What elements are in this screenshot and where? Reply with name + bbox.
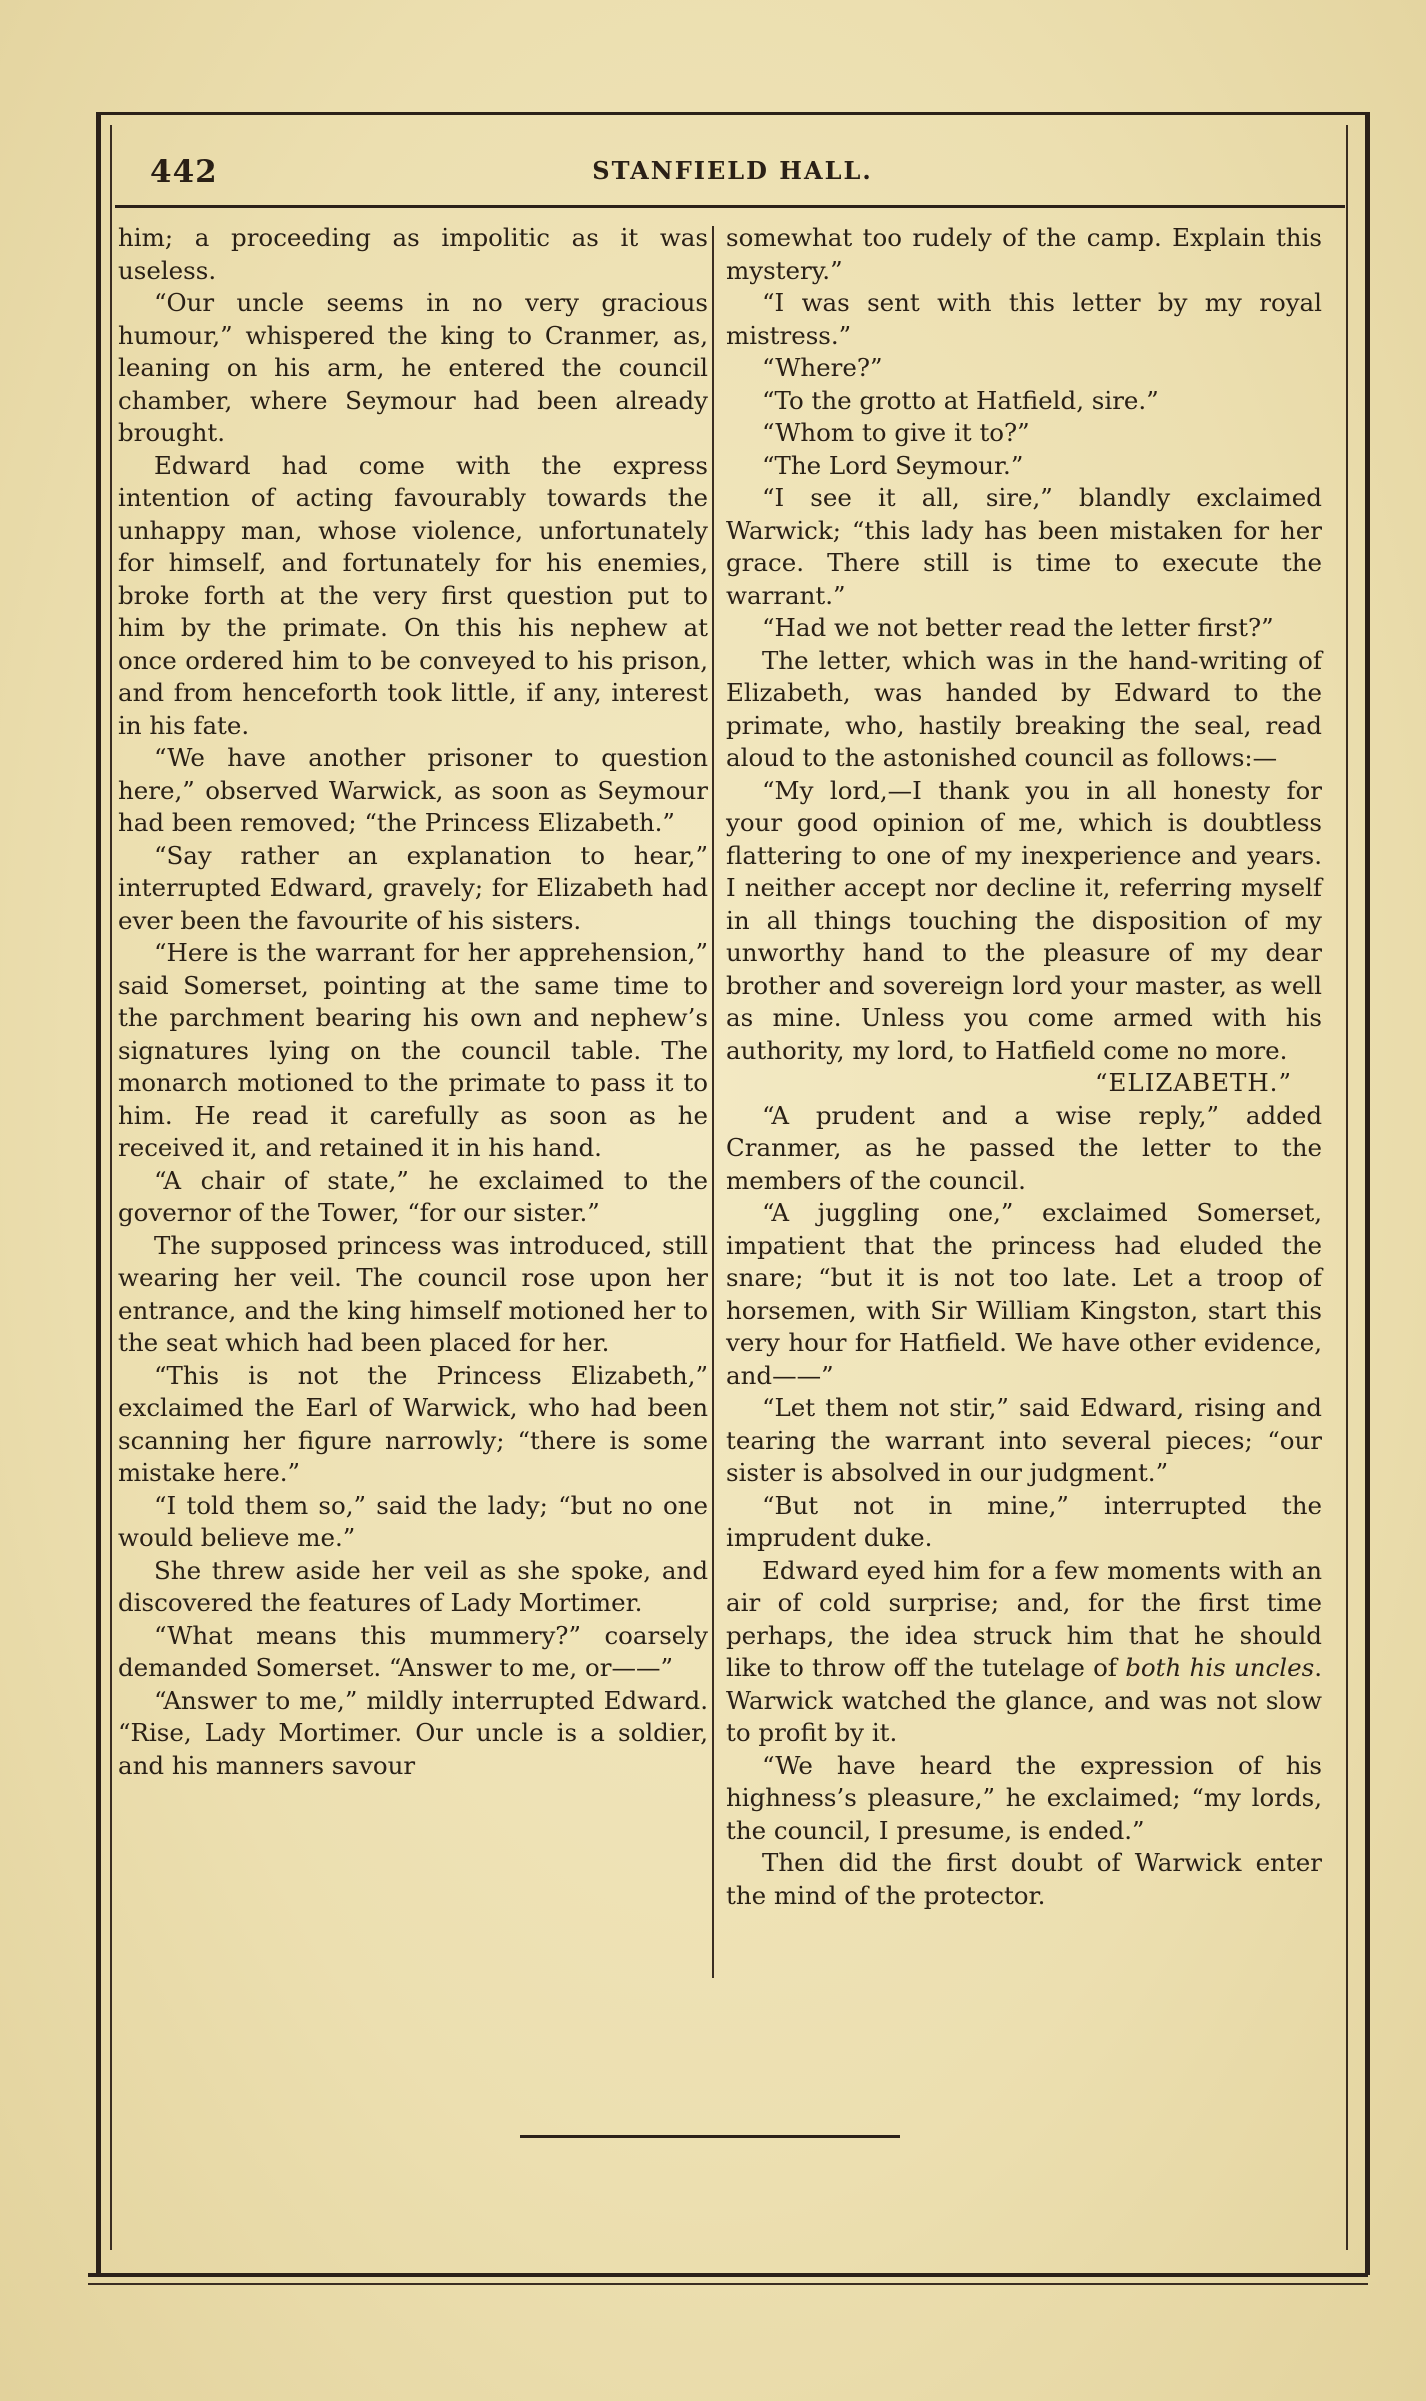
running-title: STANFIELD HALL. <box>592 156 873 185</box>
paragraph: The supposed princess was introduced, still wearing her veil. The council rose upon her entrance, and the king himself motioned her to the seat which had been placed for her. <box>118 1230 708 1357</box>
paragraph: Edward had come with the express intention of acting favourably towards the unhappy man, whose violence, unfortunately for himself, and fortunately for his enemies, broke forth at the very first question put to him by the primate. On this his nephew at once ordered him to be conveyed to his prison, and from henceforth took little, if any, interest in his fate. <box>118 450 708 740</box>
paragraph: “Our uncle seems in no very gracious humour,” whispered the king to Cranmer, as, leaning on his arm, he entered the council chamber, where Seymour had been already brought. <box>118 288 708 447</box>
text-run: . Warwick watched the glance, and was not slow to profit by it. <box>726 1653 1322 1747</box>
text-run: Edward eyed him for a few moments with an air of cold surprise; and, for the first time perhaps, the idea struck him that he should like to throw off the tutelage of <box>726 1555 1322 1682</box>
page-number: 442 <box>150 154 218 190</box>
paragraph: “Here is the warrant for her apprehension,” said Somerset, pointing at the same time to the parchment bearing his own and nephew’s signatures lying on the council table. The monarch motioned to the primate to pass it to him. He read it carefully as soon as he received it, and retained it in his hand. <box>118 938 708 1162</box>
paragraph: “I see it all, sire,” blandly exclaimed Warwick; “this lady has been mistaken for her grace. There still is time to execute the warrant.” <box>726 483 1322 610</box>
paragraph: “Whom to give it to?” <box>762 418 1030 447</box>
paragraph: “I was sent with this letter by my royal mistress.” <box>726 288 1322 350</box>
bottom-rule <box>88 2273 1368 2277</box>
paragraph: “To the grotto at Hatfield, sire.” <box>762 385 1159 415</box>
paragraph: “Answer to me,” mildly interrupted Edward. “Rise, Lady Mortimer. Our uncle is a soldier, and his manners savour <box>118 1685 708 1780</box>
paragraph: “Had we not better read the letter first?” <box>762 613 1274 642</box>
frame-inner-rule-right <box>1346 125 1348 2250</box>
letter-signature: “ELIZABETH.” <box>1095 1068 1292 1097</box>
frame-inner-rule-left <box>110 125 112 2250</box>
page-header <box>150 150 1315 200</box>
paragraph: somewhat too rudely of the camp. Explain this mystery.” <box>726 223 1322 285</box>
left-column <box>118 222 708 1782</box>
paragraph: “We have heard the expression of his highness’s pleasure,” he exclaimed; “my lords, the council, I presume, is ended.” <box>726 1750 1322 1845</box>
paragraph: “A prudent and a wise reply,” added Cranmer, as he passed the letter to the members of the council. <box>726 1100 1322 1195</box>
column-divider <box>712 226 714 1978</box>
paragraph: “We have another prisoner to question here,” observed Warwick, as soon as Seymour had been removed; “the Princess Elizabeth.” <box>118 743 708 837</box>
paragraph: “Say rather an explanation to hear,” interrupted Edward, gravely; for Elizabeth had ever been the favourite of his sisters. <box>118 840 708 935</box>
paragraph <box>726 1555 1322 1750</box>
paragraph: “Let them not stir,” said Edward, rising and tearing the warrant into several pieces; “our sister is absolved in our judgment.” <box>726 1393 1322 1487</box>
paragraph: “A juggling one,” exclaimed Somerset, impatient that the princess had eluded the snare; “but it is not too late. Let a troop of horsemen, with Sir William Kingston, start this very hour for Hatfield. We have other evidence, and——” <box>726 1198 1322 1390</box>
paragraph: “This is not the Princess Elizabeth,” exclaimed the Earl of Warwick, who had been scanning her figure narrowly; “there is some mistake here.” <box>118 1360 708 1487</box>
paragraph: “The Lord Seymour.” <box>762 450 1024 480</box>
bottom-rule-thin <box>88 2283 1368 2285</box>
paragraph: him; a proceeding as impolitic as it was useless. <box>118 223 708 285</box>
paragraph: “A chair of state,” he exclaimed to the governor of the Tower, “for our sister.” <box>118 1165 708 1227</box>
header-rule <box>115 205 1345 208</box>
right-column <box>726 222 1322 1912</box>
paragraph: “What means this mummery?” coarsely demanded Somerset. “Answer to me, or——” <box>118 1620 708 1682</box>
paragraph: The letter, which was in the hand-writing of Elizabeth, was handed by Edward to the primate, who, hastily breaking the seal, read aloud to the astonished council as follows:— <box>726 645 1322 772</box>
italic-run: both his uncles <box>1125 1653 1315 1682</box>
paragraph: “Where?” <box>762 353 883 382</box>
paragraph: Then did the first doubt of Warwick enter the mind of the protector. <box>726 1848 1322 1910</box>
end-rule <box>520 2135 900 2138</box>
paragraph: She threw aside her veil as she spoke, and discovered the features of Lady Mortimer. <box>118 1555 708 1617</box>
letter-body: “My lord,—I thank you in all honesty for your good opinion of me, which is doubtless flattering to one of my inexperience and years. I neither accept nor decline it, referring myself in all things touching the disposition of my unworthy hand to the pleasure of my dear brother and sovereign lord your master, as well as mine. Unless you come armed with his authority, my lord, to Hatfield come no more. <box>726 775 1322 1065</box>
paragraph: “But not in mine,” interrupted the imprudent duke. <box>726 1490 1322 1552</box>
paragraph: “I told them so,” said the lady; “but no one would believe me.” <box>118 1490 708 1552</box>
